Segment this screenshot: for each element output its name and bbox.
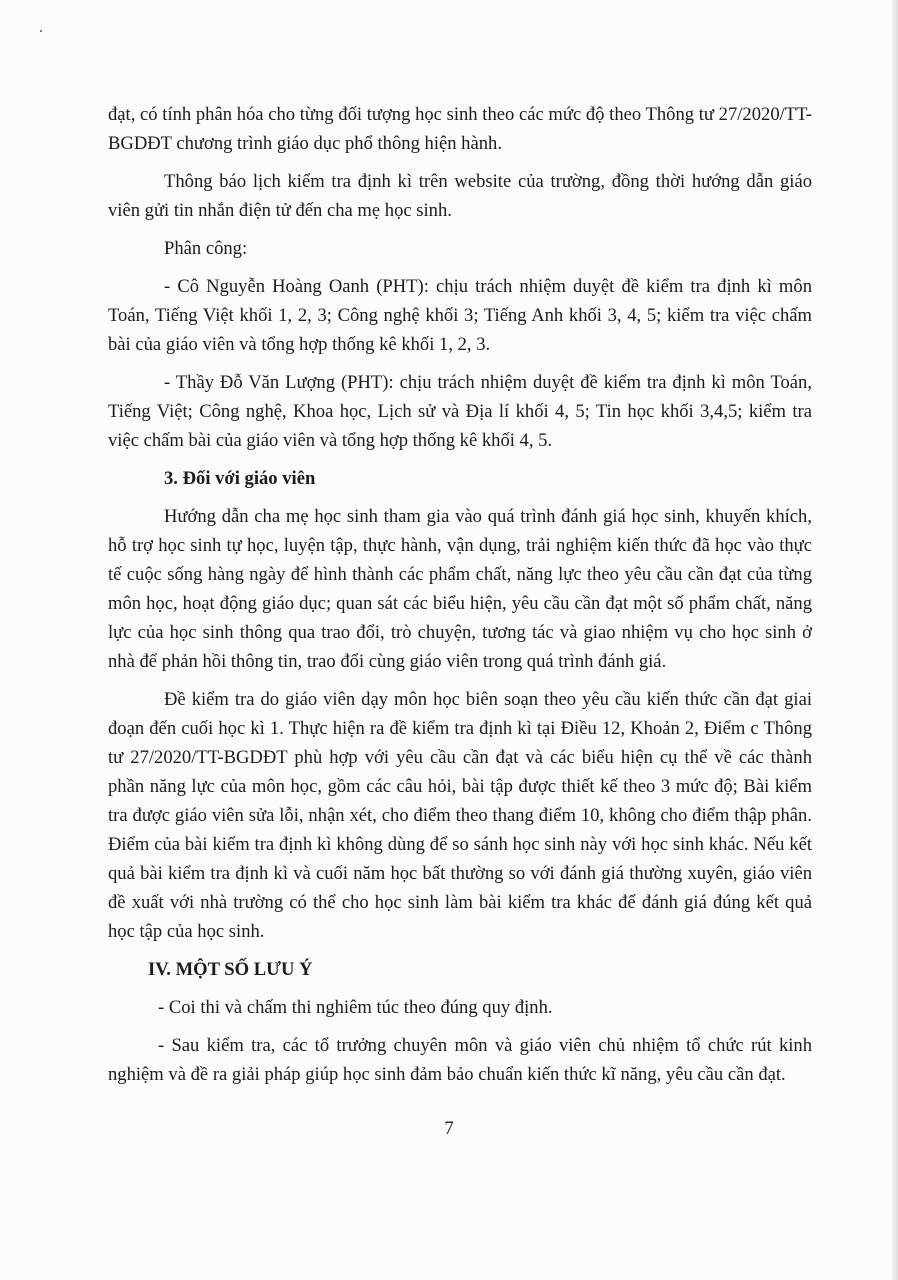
paragraph-parent-guidance: Hướng dẫn cha mẹ học sinh tham gia vào quá trình đánh giá học sinh, khuyến khích, hỗ trợ học sinh tự học, luyện tập, thực hành, vận dụng, trải nghiệm kiến thức đã học vào thực tế cuộc sống hàng ngày để hình thành các phẩm chất, năng lực theo yêu cầu cần đạt của từng môn học, hoạt động giáo dục; quan sát các biểu hiện, yêu cầu cần đạt một số phẩm chất, năng lực của học sinh thông qua trao đổi, trò chuyện, tương tác và giao nhiệm vụ cho học sinh ở nhà để phản hồi thông tin, trao đổi cùng giáo viên trong quá trình đánh giá.	[108, 506, 812, 672]
paragraph-assignment-label: Phân công:	[164, 238, 248, 259]
scan-speck	[40, 30, 42, 32]
heading-notes: IV. MỘT SỐ LƯU Ý	[148, 959, 313, 980]
heading-for-teachers: 3. Đối với giáo viên	[164, 468, 316, 489]
page-number: 7	[444, 1118, 454, 1139]
paragraph-assignment-luong: - Thầy Đỗ Văn Lượng (PHT): chịu trách nhiệm duyệt đề kiểm tra định kì môn Toán, Tiếng Việt; Công nghệ, Khoa học, Lịch sử và Địa lí khối 4, 5; Tin học khối 3,4,5; kiểm tra việc chấm bài của giáo viên và tổng hợp thống kê khối 4, 5.	[108, 372, 812, 451]
paragraph-note-proctoring: - Coi thi và chấm thi nghiêm túc theo đúng quy định.	[158, 997, 553, 1018]
paragraph-exam-design: Đề kiểm tra do giáo viên dạy môn học biên soạn theo yêu cầu kiến thức cần đạt giai đoạn đến cuối học kì 1. Thực hiện ra đề kiểm tra định kì tại Điều 12, Khoản 2, Điểm c Thông tư 27/2020/TT-BGDĐT phù hợp với yêu cầu cần đạt và các biểu hiện cụ thể về các thành phần năng lực của môn học, gồm các câu hỏi, bài tập được thiết kế theo 3 mức độ; Bài kiểm tra được giáo viên sửa lỗi, nhận xét, cho điểm theo thang điểm 10, không cho điểm thập phân. Điểm của bài kiểm tra định kì không dùng để so sánh học sinh này với học sinh khác. Nếu kết quả bài kiểm tra định kì và cuối năm học bất thường so với đánh giá thường xuyên, giáo viên đề xuất với nhà trường có thể cho học sinh làm bài kiểm tra khác để đánh giá đúng kết quả học tập của học sinh.	[108, 689, 812, 942]
paragraph-continuation: đạt, có tính phân hóa cho từng đối tượng học sinh theo các mức độ theo Thông tư 27/2020/TT-BGDĐT chương trình giáo dục phổ thông hiện hành.	[108, 104, 812, 154]
paragraph-schedule-notice: Thông báo lịch kiểm tra định kì trên website của trường, đồng thời hướng dẫn giáo viên gửi tin nhắn điện tử đến cha mẹ học sinh.	[108, 171, 812, 221]
paragraph-note-review: - Sau kiểm tra, các tổ trưởng chuyên môn và giáo viên chủ nhiệm tổ chức rút kinh nghiệm và đề ra giải pháp giúp học sinh đảm bảo chuẩn kiến thức kĩ năng, yêu cầu cần đạt.	[108, 1035, 812, 1085]
paragraph-assignment-oanh: - Cô Nguyễn Hoàng Oanh (PHT): chịu trách nhiệm duyệt đề kiểm tra định kì môn Toán, Tiếng Việt khối 1, 2, 3; Công nghệ khối 3; Tiếng Anh khối 3, 4, 5; kiểm tra việc chấm bài của giáo viên và tổng hợp thống kê khối 1, 2, 3.	[108, 276, 812, 355]
